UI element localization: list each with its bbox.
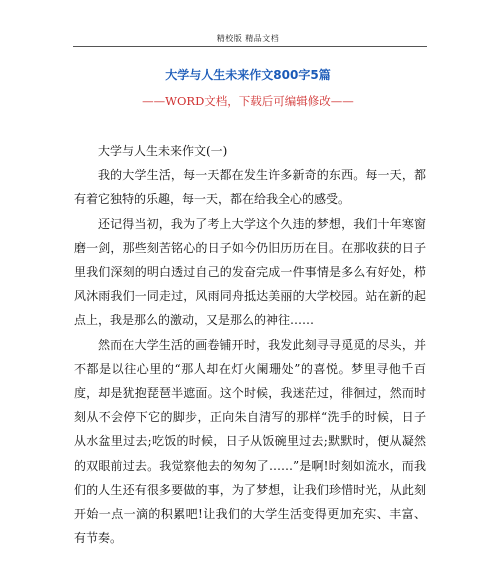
paragraph: 然而在大学生活的画卷铺开时，我发此刻寻寻觅觅的尽头，并不都是以往心里的“那人却在灯火阑珊处”的喜悦。梦里寻他千百度，却是犹抱琵琶半遮面。这个时候，我迷茫过，徘徊过，然而时刻从不会停下它的脚步，正向朱自清写的那样“洗手的时候，日子从水盆里过去;吃饭的时候，日子从饭碗里过去;默默时，便从凝然的双眼前过去。我觉察他去的匆匆了……”是啊!时刻如流水，而我们的人生还有很多要做的事，为了梦想，让我们珍惜时光，从此刻开始一点一滴的积累吧!让我们的大学生活变得更加充实、丰富、有节奏。 bbox=[74, 337, 426, 546]
document-body bbox=[74, 139, 426, 550]
paragraph: 我的大学生活，每一天都在发生许多新奇的东西。每一天，都有着它独特的乐趣，每一天，都在给我全心的感受。 bbox=[74, 168, 426, 207]
header-divider bbox=[73, 46, 427, 47]
document-title: 大学与人生未来作文800字5篇 bbox=[165, 68, 331, 82]
running-header: 精校版 精品文档 bbox=[216, 34, 280, 43]
document-subtitle: ——WORD文档，下载后可编辑修改—— bbox=[142, 94, 354, 108]
paragraph: 还记得当初，我为了考上大学这个久违的梦想，我们十年寒窗磨一剑，那些刻苦铭心的日子如今仍旧历历在目。在那收获的日子里我们深刻的明白透过自己的发奋完成一件事情是多么有好处，栉风沐雨我们一同走过，风雨同舟抵达美丽的大学校园。站在新的起点上，我是那么的激动，又是那么的神往…… bbox=[74, 216, 426, 328]
section-heading: 大学与人生未来作文(一) bbox=[98, 144, 228, 158]
